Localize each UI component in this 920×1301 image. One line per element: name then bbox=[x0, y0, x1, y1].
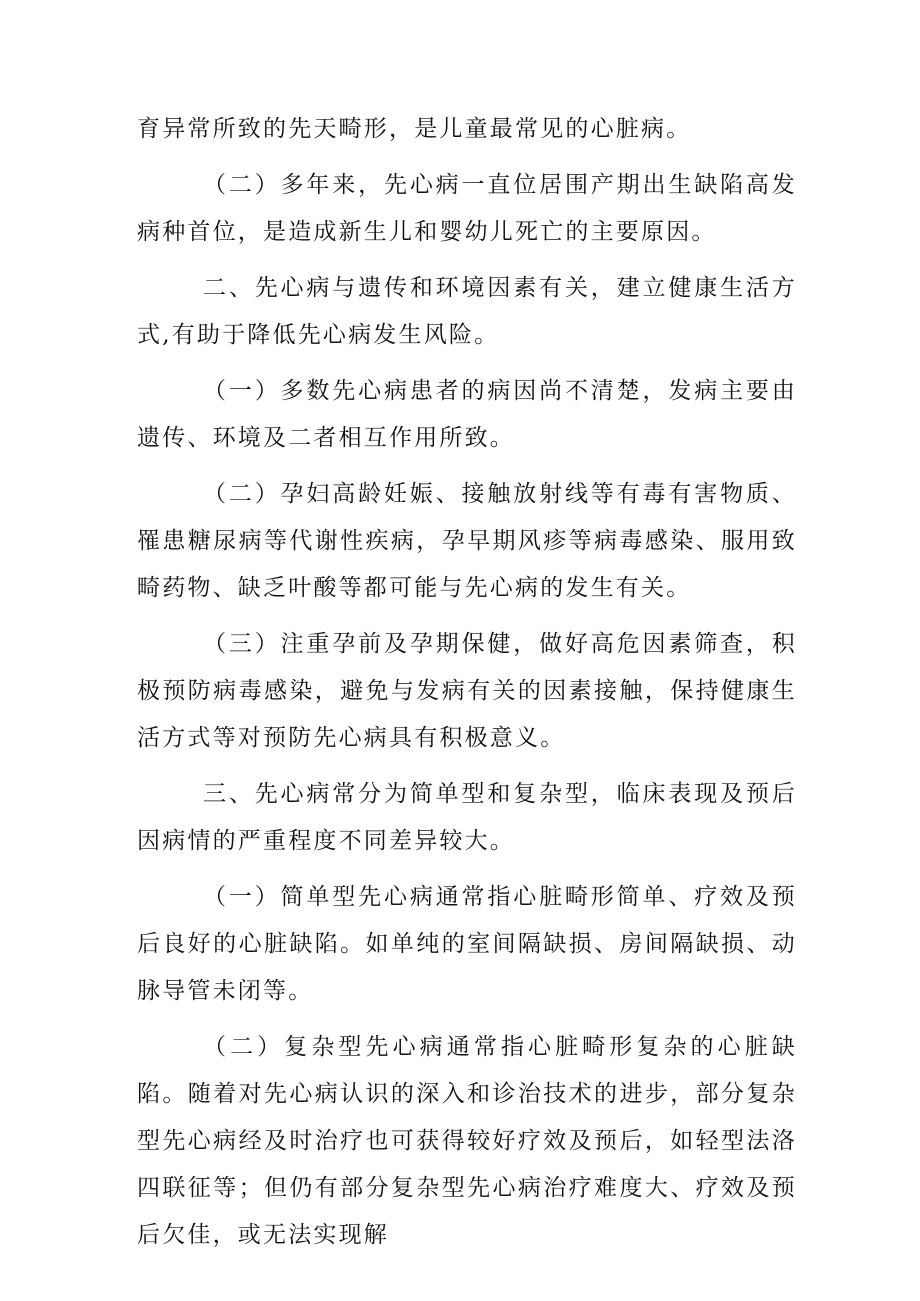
paragraph-section-2-heading: 二、先心病与遗传和环境因素有关，建立健康生活方式,有助于降低先心病发生风险。 bbox=[137, 275, 797, 348]
paragraph-continuation: 育异常所致的先天畸形，是儿童最常见的心脏病。 bbox=[137, 116, 692, 142]
paragraph-subsection-3-2: （二）复杂型先心病通常指心脏畸形复杂的心脏缺陷。随着对先心病认识的深入和诊治技术的进步，部分复杂型先心病经及时治疗也可获得较好疗效及预后，如轻型法洛四联征等；但仍有部分复杂型先心病治疗难度大、疗效及预后欠佳，或无法实现解 bbox=[137, 1034, 797, 1248]
paragraph-section-3-heading: 三、先心病常分为简单型和复杂型，临床表现及预后因病情的严重程度不同差异较大。 bbox=[137, 781, 797, 854]
paragraph-subsection-2-1: （一）多数先心病患者的病因尚不清楚，发病主要由遗传、环境及二者相互作用所致。 bbox=[137, 378, 797, 451]
paragraph-subsection-1-2: （二）多年来，先心病一直位居围产期出生缺陷高发病种首位，是造成新生儿和婴幼儿死亡的主要原因。 bbox=[137, 172, 797, 245]
document-body bbox=[137, 106, 797, 1268]
paragraph-subsection-3-1: （一）简单型先心病通常指心脏畸形简单、疗效及预后良好的心脏缺陷。如单纯的室间隔缺损、房间隔缺损、动脉导管未闭等。 bbox=[137, 884, 797, 1004]
paragraph-subsection-2-2: （二）孕妇高龄妊娠、接触放射线等有毒有害物质、罹患糖尿病等代谢性疾病，孕早期风疹等病毒感染、服用致畸药物、缺乏叶酸等都可能与先心病的发生有关。 bbox=[137, 481, 797, 601]
paragraph-subsection-2-3: （三）注重孕前及孕期保健，做好高危因素筛查，积极预防病毒感染，避免与发病有关的因素接触，保持健康生活方式等对预防先心病具有积极意义。 bbox=[137, 631, 797, 751]
